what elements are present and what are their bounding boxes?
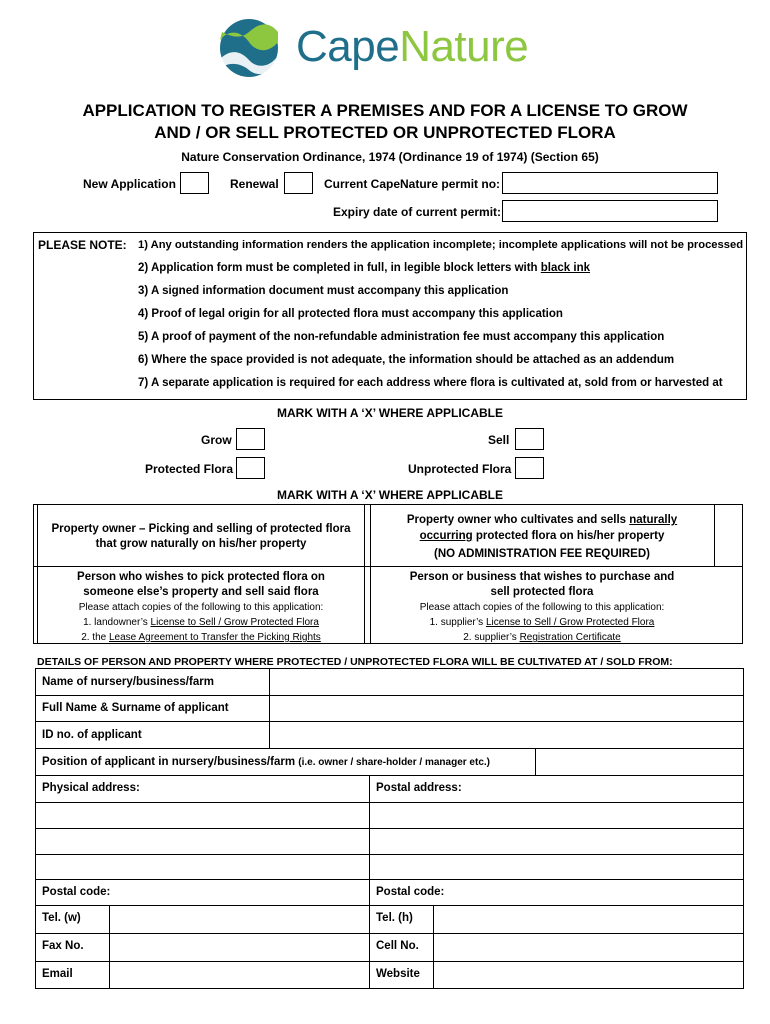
postal-code-label-left: Postal code: — [42, 886, 111, 898]
permit-no-field[interactable] — [502, 172, 718, 194]
page-title — [0, 100, 770, 144]
mark-heading-1: MARK WITH A ‘X’ WHERE APPLICABLE — [277, 406, 503, 420]
option-owner-cultivates[interactable]: Property owner who cultivates and sells naturally occurring protected flora on his/her property (NO ADMINISTRATION FEE REQUIRED) — [372, 512, 712, 562]
registration-certificate-link: Registration Certificate — [519, 632, 621, 643]
email-label: Email — [42, 968, 73, 980]
id-no-label: ID no. of applicant — [42, 729, 142, 741]
renewal-checkbox[interactable] — [284, 172, 313, 194]
physical-address-field[interactable] — [36, 803, 368, 879]
mark-heading-2: MARK WITH A ‘X’ WHERE APPLICABLE — [277, 488, 503, 502]
tel-h-label: Tel. (h) — [376, 912, 413, 924]
position-field[interactable] — [536, 749, 743, 775]
tel-h-field[interactable] — [434, 906, 743, 933]
fax-label: Fax No. — [42, 940, 84, 952]
fax-field[interactable] — [110, 934, 368, 961]
new-application-checkbox[interactable] — [180, 172, 209, 194]
brand-nature: Nature — [399, 22, 529, 71]
tel-w-label: Tel. (w) — [42, 912, 81, 924]
expiry-date-label: Expiry date of current permit: — [333, 205, 502, 219]
title-line-1: APPLICATION TO REGISTER A PREMISES AND FOR A LICENSE TO GROW — [82, 101, 688, 120]
note-item: 7) A separate application is required for each address where flora is cultivated at, sold from or harvested at — [138, 377, 723, 389]
nursery-name-field[interactable] — [270, 669, 743, 695]
title-line-2: AND / OR SELL PROTECTED OR UNPROTECTED FLORA — [154, 123, 616, 142]
postal-address-field[interactable] — [370, 803, 743, 879]
cell-field[interactable] — [434, 934, 743, 961]
id-no-field[interactable] — [270, 722, 743, 748]
unprotected-flora-checkbox[interactable] — [515, 457, 544, 479]
unprotected-flora-label: Unprotected Flora — [408, 462, 512, 476]
note-item: 3) A signed information document must accompany this application — [138, 285, 509, 297]
no-fee-note: (NO ADMINISTRATION FEE REQUIRED) — [434, 548, 650, 560]
permit-no-label: Current CapeNature permit no: — [324, 177, 501, 191]
supplier-license-link: License to Sell / Grow Protected Flora — [485, 617, 655, 628]
website-label: Website — [376, 968, 420, 980]
cell-label: Cell No. — [376, 940, 419, 952]
grow-label: Grow — [201, 433, 232, 447]
lease-agreement-link: Lease Agreement to Transfer the Picking Rights — [109, 632, 321, 643]
nursery-name-label: Name of nursery/business/farm — [42, 676, 214, 688]
position-label: Position of applicant in nursery/business/farm (i.e. owner / share-holder / manager etc.) — [42, 756, 490, 768]
note-item: 2) Application form must be completed in full, in legible block letters with black ink — [138, 262, 590, 274]
note-item: 6) Where the space provided is not adequate, the information should be attached as an addendum — [138, 354, 675, 366]
protected-flora-checkbox[interactable] — [236, 457, 265, 479]
option-pick-someone-else[interactable]: Person who wishes to pick protected flora on someone else’s property and sell said flora Please attach copies of the following to this application: 1. landowner’s License to Sell / Grow Protected Flora 2. the Lease Agreement to Transfer the Picking Rights — [77, 571, 325, 643]
option-owner-picking[interactable]: Property owner – Picking and selling of protected flora that grow naturally on his/her property — [51, 523, 351, 550]
postal-address-label: Postal address: — [376, 782, 462, 794]
license-link: License to Sell / Grow Protected Flora — [150, 617, 319, 628]
note-item: 1) Any outstanding information renders the application incomplete; incomplete applications will not be processed — [138, 239, 744, 251]
note-item: 5) A proof of payment of the non-refundable administration fee must accompany this application — [138, 331, 665, 343]
logo — [218, 18, 568, 78]
applicant-name-field[interactable] — [270, 696, 743, 721]
details-heading: DETAILS OF PERSON AND PROPERTY WHERE PROTECTED / UNPROTECTED FLORA WILL BE CULTIVATED AT / SOLD FROM: — [37, 656, 673, 668]
tel-w-field[interactable] — [110, 906, 368, 933]
brand-cape: Cape — [296, 22, 400, 71]
physical-address-label: Physical address: — [42, 782, 140, 794]
postal-code-label-right: Postal code: — [376, 886, 445, 898]
capenature-logo-icon — [218, 18, 280, 78]
black-ink-text: black ink — [540, 262, 590, 274]
option-purchase-sell[interactable]: Person or business that wishes to purchase and sell protected flora Please attach copies of the following to this application: 1. supplier’s License to Sell / Grow Protected Flora 2. supplier’s Registration Certificate — [409, 571, 675, 643]
sell-label: Sell — [488, 433, 510, 447]
website-field[interactable] — [434, 962, 743, 988]
note-item: 4) Proof of legal origin for all protected flora must accompany this application — [138, 308, 563, 320]
email-field[interactable] — [110, 962, 368, 988]
sell-checkbox[interactable] — [515, 428, 544, 450]
subtitle: Nature Conservation Ordinance, 1974 (Ordinance 19 of 1974) (Section 65) — [181, 150, 599, 164]
new-application-label: New Application — [83, 177, 176, 191]
protected-flora-label: Protected Flora — [145, 462, 234, 476]
please-note-label: PLEASE NOTE: — [38, 238, 127, 252]
expiry-date-field[interactable] — [502, 200, 718, 222]
applicant-name-label: Full Name & Surname of applicant — [42, 702, 229, 714]
grow-checkbox[interactable] — [236, 428, 265, 450]
renewal-label: Renewal — [230, 177, 279, 191]
